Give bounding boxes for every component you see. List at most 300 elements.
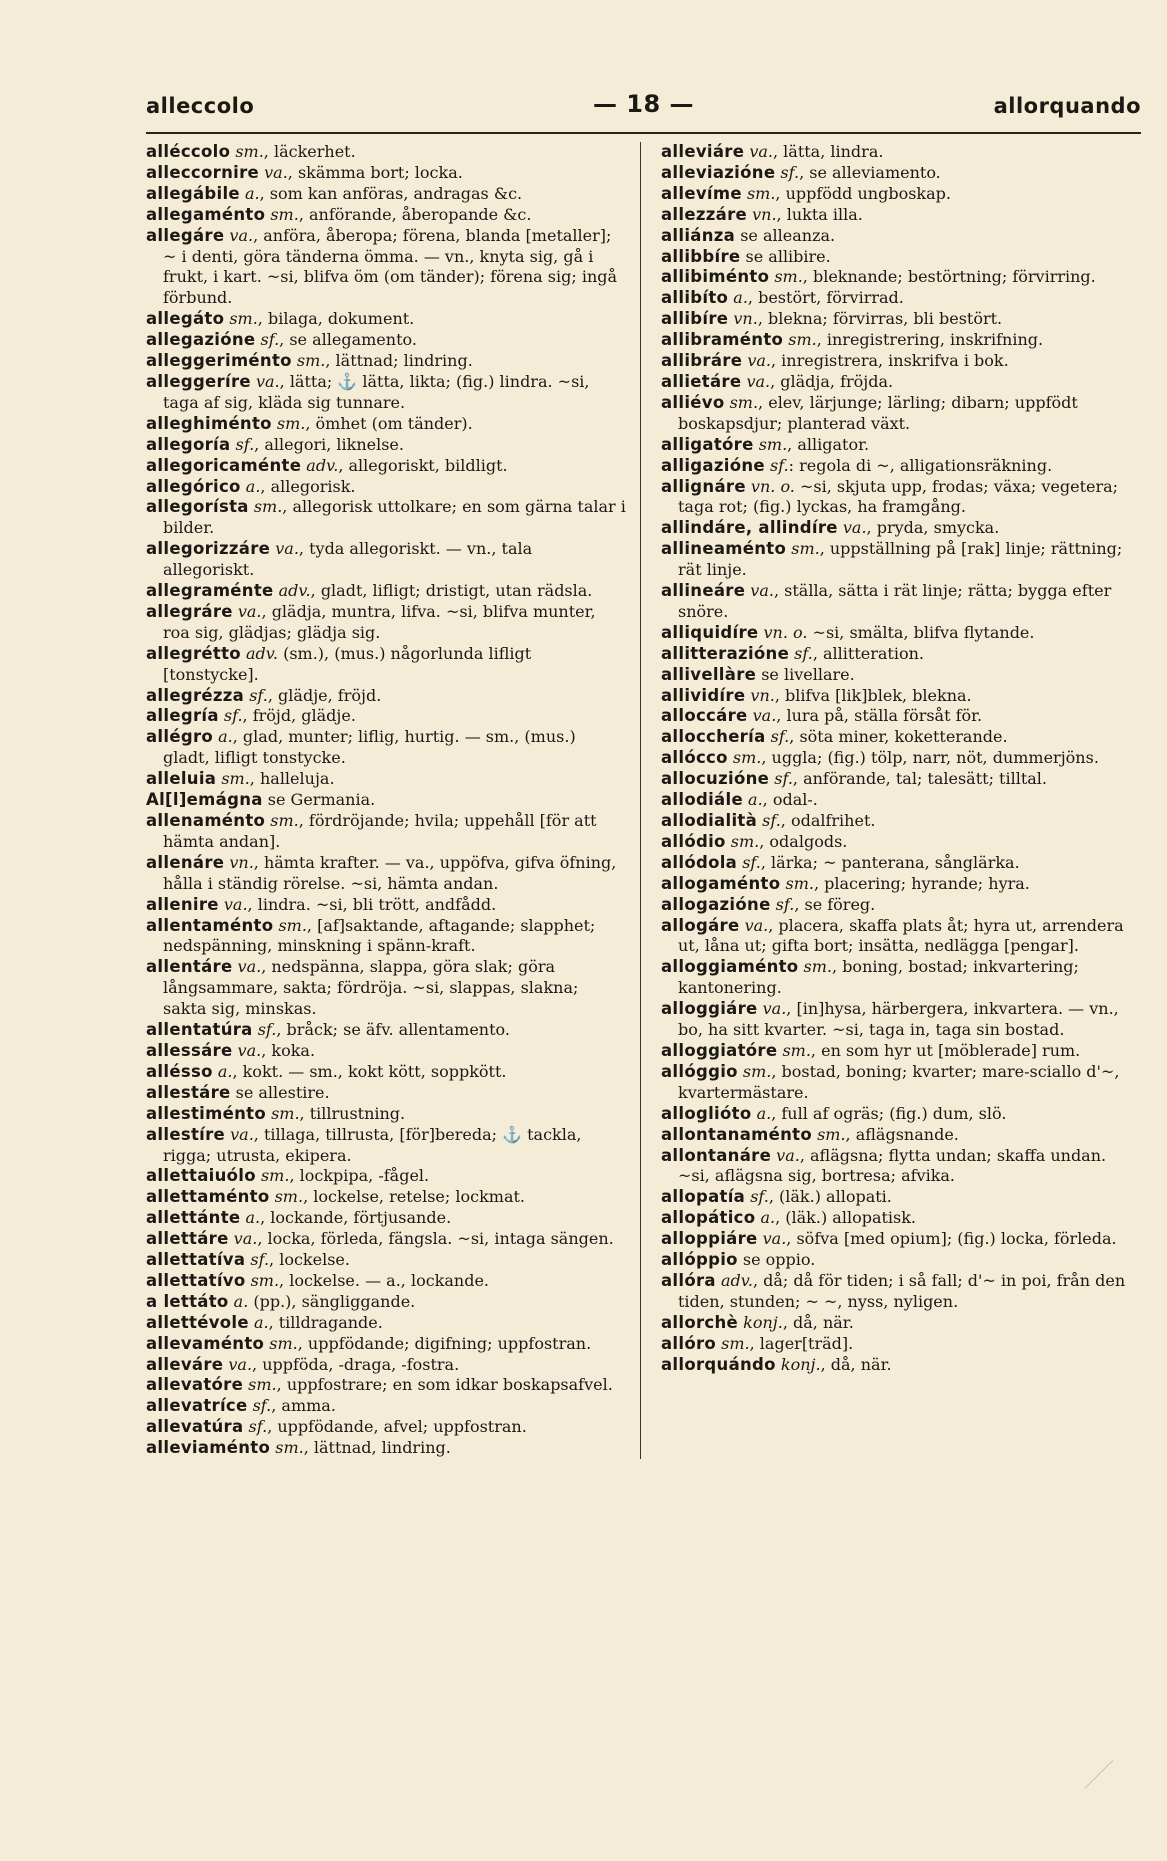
dictionary-entry	[146, 895, 626, 916]
headword: allettaiuólo	[146, 1166, 256, 1186]
dictionary-entry	[146, 1292, 626, 1313]
grammar-label: va.	[237, 957, 262, 977]
grammar-label: a.	[748, 790, 763, 810]
dictionary-entry	[661, 1187, 1141, 1208]
headword: allignáre	[661, 476, 746, 496]
dictionary-entry	[146, 706, 626, 727]
definition: , tilldragande.	[268, 1312, 383, 1332]
grammar-label: sm.	[250, 1270, 280, 1290]
headword: allettaménto	[146, 1187, 270, 1207]
headword: allibráre	[661, 351, 743, 371]
dictionary-entry	[661, 581, 1141, 623]
dictionary-entry	[661, 393, 1141, 435]
dictionary-entry	[661, 665, 1141, 686]
headword: alléccolo	[146, 142, 231, 161]
dictionary-entry	[661, 1229, 1141, 1250]
grammar-label: sm.	[275, 1438, 304, 1458]
headword: allibíto	[661, 288, 729, 308]
headword: allóppio	[661, 1250, 738, 1270]
grammar-label: va.	[237, 601, 262, 621]
grammar-label: va.	[776, 1145, 800, 1165]
definition: , tyda allegoriskt. — vn., tala allegoriskt.	[163, 539, 533, 580]
grammar-label: sm.	[730, 831, 760, 851]
headword: alleghiménto	[146, 413, 272, 433]
grammar-label: sm.	[742, 1061, 772, 1081]
headword: allettatíva	[146, 1250, 246, 1270]
definition: , bostad, boning; kvarter; mare-sciallo d'~, kvartermästare.	[678, 1061, 1120, 1102]
headword: alleggeriménto	[146, 351, 292, 371]
dictionary-entry	[146, 1125, 626, 1167]
grammar-label: va.	[752, 706, 777, 726]
headword: allettánte	[146, 1208, 241, 1228]
definition: , söfva [med opium]; (fig.) locka, förleda.	[786, 1229, 1117, 1249]
headword: allezzáre	[661, 204, 748, 224]
grammar-label: sf.	[252, 1396, 272, 1416]
definition: ~si, skjuta upp, frodas; växa; vegetera; taga rot; (fig.) lyckas, ha framgång.	[678, 476, 1119, 517]
grammar-label: sf.	[260, 330, 280, 350]
dictionary-entry	[661, 1355, 1141, 1376]
dictionary-entry	[146, 790, 626, 811]
dictionary-entry	[146, 372, 626, 414]
headword: allogazióne	[661, 894, 771, 914]
headword: allegraménte	[146, 581, 274, 601]
grammar-label: sf.	[223, 706, 243, 726]
definition: , tillaga, tillrusta, [för]bereda; ⚓ tackla, rigga; utrusta, ekipera.	[163, 1124, 582, 1165]
dictionary-entry	[661, 456, 1141, 477]
dictionary-entry	[661, 1125, 1141, 1146]
definition: , ställa, sätta i rät linje; rätta; bygga efter snöre.	[678, 581, 1112, 621]
grammar-label: vn.	[752, 204, 777, 224]
headword: alligatóre	[661, 434, 754, 454]
definition: , [in]hysa, härbergera, inkvartera. — vn., bo, ha sitt kvarter. ~si, taga in, taga sin bostad.	[678, 999, 1119, 1040]
headword: alloggiaménto	[661, 957, 799, 977]
headword: alloggiáre	[661, 999, 758, 1019]
dictionary-entry	[661, 288, 1141, 309]
grammar-label: sf.	[750, 1187, 769, 1207]
dictionary-entry	[146, 1041, 626, 1062]
definition: (sm.), (mus.) någorlunda lifligt [tonstycke].	[163, 643, 532, 684]
headword: allineáre	[661, 581, 746, 601]
dictionary-entry	[146, 581, 626, 602]
dictionary-entry	[146, 1375, 626, 1396]
definition: , uppfödande; digifning; uppfostran.	[297, 1333, 592, 1353]
grammar-label: sf.	[235, 434, 255, 454]
definition: , anförande, tal; talesätt; tilltal.	[792, 769, 1048, 789]
definition: se Germania.	[267, 790, 376, 810]
definition: , alligator.	[787, 434, 870, 454]
dictionary-entry	[146, 142, 626, 163]
grammar-label: konj.	[780, 1354, 821, 1374]
dictionary-entry	[661, 163, 1141, 184]
grammar-label: sm.	[296, 351, 326, 371]
definition: , då, när.	[782, 1312, 854, 1332]
definition: , uppställning på [rak] linje; rättning; rät linje.	[678, 539, 1123, 580]
headword: allentáre	[146, 957, 233, 977]
dictionary-entry	[146, 1334, 626, 1355]
grammar-label: sm.	[270, 204, 299, 224]
headword: allestíre	[146, 1124, 226, 1144]
dictionary-entry	[146, 769, 626, 790]
headword: allegáto	[146, 309, 225, 329]
grammar-label: sf.	[257, 1020, 277, 1040]
definition: , lindra. ~si, bli trött, andfådd.	[247, 894, 497, 914]
definition: , [af]saktande, aftagande; slapphet; nedspänning, minskning i spänn-kraft.	[163, 915, 596, 956]
definition: , full af ogräs; (fig.) dum, slö.	[771, 1103, 1007, 1123]
dictionary-entry	[661, 895, 1141, 916]
definition: , allitteration.	[812, 643, 924, 663]
definition: , uggla; (fig.) tölp, narr, nöt, dummerjöns.	[761, 748, 1099, 768]
definition: , lättnad; lindring.	[325, 351, 473, 371]
dictionary-entry	[661, 1250, 1141, 1271]
definition: , skämma bort; locka.	[287, 162, 463, 182]
dictionary-entry	[146, 1208, 626, 1229]
grammar-label: sm.	[721, 1333, 750, 1353]
headword: allibbíre	[661, 246, 741, 266]
grammar-label: va.	[228, 1354, 253, 1374]
dictionary-entry	[661, 184, 1141, 205]
headword: allessáre	[146, 1040, 233, 1060]
definition: , lockpipa, -fågel.	[289, 1166, 430, 1186]
dictionary-entry	[661, 1041, 1141, 1062]
dictionary-entry	[661, 727, 1141, 748]
grammar-label: konj.	[743, 1312, 783, 1332]
definition: , uppföda, -draga, -fostra.	[252, 1354, 460, 1374]
headword: allóggio	[661, 1061, 738, 1081]
headword: allentaménto	[146, 915, 274, 935]
grammar-label: adv.	[245, 643, 278, 663]
grammar-label: va.	[747, 351, 771, 371]
definition: , allegorisk.	[260, 476, 356, 496]
grammar-label: va.	[762, 999, 787, 1019]
headword: allibíre	[661, 309, 729, 329]
headword: allitterazióne	[661, 643, 790, 663]
grammar-label: adv.	[278, 581, 311, 601]
header-first-word: alleccolo	[146, 94, 255, 118]
definition: , allegoriskt, bildligt.	[338, 455, 508, 475]
grammar-label: sm.	[817, 1124, 846, 1144]
dictionary-entry	[661, 1271, 1141, 1313]
definition: , som kan anföras, andragas &c.	[259, 183, 523, 203]
grammar-label: va.	[762, 1229, 787, 1249]
definition: , bråck; se äfv. allentamento.	[276, 1020, 510, 1040]
dictionary-entry	[146, 205, 626, 226]
dictionary-entry	[661, 539, 1141, 581]
headword: alleccornire	[146, 162, 260, 182]
dictionary-entry	[661, 1334, 1141, 1355]
headword: alleváre	[146, 1354, 224, 1374]
headword: allorchè	[661, 1312, 739, 1332]
headword: alloccáre	[661, 706, 748, 726]
definition: , fördröjande; hvila; uppehåll [för att hämta andan].	[163, 811, 597, 851]
definition: , uppfödande, afvel; uppfostran.	[267, 1417, 527, 1437]
headword: allestáre	[146, 1082, 231, 1102]
definition: , lockelse, retelse; lockmat.	[303, 1187, 525, 1207]
headword: allogáre	[661, 915, 740, 935]
grammar-label: sf.	[774, 769, 793, 789]
definition: , (läk.) allopatisk.	[775, 1208, 917, 1228]
headword: allegoría	[146, 434, 231, 454]
dictionary-entry	[146, 435, 626, 456]
headword: allegazióne	[146, 330, 256, 350]
paper-crease	[1084, 1760, 1141, 1817]
definition: , gladt, lifligt; dristigt, utan rädsla.	[310, 581, 593, 601]
definition: , aflägsna; flytta undan; skaffa undan. ~si, aflägsna sig, bortresa; afvika.	[678, 1145, 1107, 1186]
definition: : regola di ~, alligationsräkning.	[788, 455, 1053, 475]
grammar-label: sm.	[229, 309, 258, 329]
headword: allevatríce	[146, 1396, 248, 1416]
grammar-label: vn.	[229, 852, 254, 872]
headword: allóro	[661, 1333, 717, 1353]
grammar-label: vn.	[750, 685, 775, 705]
dictionary-entry	[146, 414, 626, 435]
grammar-label: vn. o.	[750, 476, 795, 496]
grammar-label: va.	[237, 1040, 262, 1060]
definition: , lätta, lindra.	[772, 142, 884, 161]
grammar-label: va.	[233, 1229, 258, 1249]
dictionary-entry	[661, 790, 1141, 811]
dictionary-entry	[661, 1104, 1141, 1125]
grammar-label: va.	[230, 1124, 254, 1144]
headword: allenaménto	[146, 811, 266, 830]
definition: , fröjd, glädje.	[242, 706, 356, 726]
headword: allevatóre	[146, 1375, 244, 1395]
headword: alliquidíre	[661, 622, 759, 642]
grammar-label: a.	[245, 1208, 261, 1228]
dictionary-entry	[146, 1250, 626, 1271]
headword: allettatívo	[146, 1270, 246, 1290]
definition: , ömhet (om tänder).	[305, 413, 473, 433]
definition: , se föreg.	[794, 894, 876, 914]
grammar-label: va.	[229, 225, 254, 245]
definition: , lager[träd].	[749, 1333, 854, 1353]
headword: allividíre	[661, 685, 746, 705]
page-header	[146, 88, 1141, 124]
dictionary-entry	[146, 163, 626, 184]
definition: , lärka; ~ panterana, sånglärka.	[760, 852, 1020, 872]
headword: alligazióne	[661, 455, 765, 475]
headword: Al[l]emágna	[146, 790, 263, 810]
definition: , allegori, liknelse.	[254, 434, 404, 454]
definition: , anföra, åberopa; förena, blanda [metaller]; ~ i denti, göra tänderna ömma. — vn., knyta sig, gå i frukt, i kart. ~si, blifva öm (om tänder); förena sig; ingå förbund.	[163, 225, 618, 308]
definition: ~si, smälta, blifva flytande.	[807, 622, 1035, 642]
definition: , glädja, fröjda.	[770, 371, 894, 391]
definition: , inregistrering, inskrifning.	[816, 330, 1044, 350]
definition: , lura på, ställa försåt för.	[776, 706, 983, 726]
dictionary-entry	[146, 456, 626, 477]
definition: , då; då för tiden; i så fall; d'~ in poi, från den tiden, stunden; ~ ~, nyss, nyligen.	[678, 1270, 1126, 1311]
grammar-label: sf.	[769, 455, 789, 475]
dictionary-entry	[146, 1438, 626, 1459]
grammar-label: va.	[746, 371, 771, 391]
grammar-label: a.	[733, 288, 748, 308]
dictionary-entry	[146, 727, 626, 769]
definition: , söta miner, koketterande.	[789, 727, 1008, 747]
headword: alloppiáre	[661, 1229, 758, 1249]
headword: allésso	[146, 1061, 213, 1081]
grammar-label: sm.	[746, 183, 776, 203]
definition: , glädja, muntra, lifva. ~si, blifva munter, roa sig, glädjas; glädja sig.	[163, 601, 596, 642]
grammar-label: sm.	[253, 497, 283, 517]
grammar-label: sm.	[278, 915, 307, 935]
definition: se alleanza.	[740, 225, 836, 245]
definition: se allestire.	[235, 1082, 330, 1102]
grammar-label: sf.	[250, 1250, 270, 1270]
definition: , inregistrera, inskrifva i bok.	[770, 351, 1009, 371]
grammar-label: va.	[255, 371, 280, 391]
headword: allontanáre	[661, 1145, 772, 1165]
definition: , lättnad, lindring.	[303, 1438, 451, 1458]
dictionary-entry	[661, 916, 1141, 958]
definition: , då, när.	[820, 1354, 892, 1374]
grammar-label: va.	[264, 162, 288, 182]
dictionary-entry	[661, 226, 1141, 247]
definition: , se allegamento.	[279, 330, 417, 350]
definition: se allibire.	[745, 246, 831, 266]
dictionary-entry	[661, 957, 1141, 999]
headword: allindáre, allindíre	[661, 518, 838, 538]
headword: a lettáto	[146, 1291, 229, 1311]
headword: allopatía	[661, 1187, 746, 1207]
headword: alliánza	[661, 225, 736, 245]
headword: allócco	[661, 748, 728, 768]
dictionary-entry	[146, 1187, 626, 1208]
columns	[146, 142, 1141, 1459]
dictionary-entry	[661, 623, 1141, 644]
dictionary-entry	[661, 644, 1141, 665]
dictionary-entry	[661, 1062, 1141, 1104]
headword: alloggiatóre	[661, 1040, 778, 1060]
definition: se livellare.	[761, 664, 855, 684]
headword: allegrézza	[146, 685, 245, 705]
dictionary-entry	[146, 1271, 626, 1292]
grammar-label: sm.	[248, 1375, 277, 1395]
headword: allegórico	[146, 476, 241, 496]
dictionary-entry	[661, 477, 1141, 519]
definition: , lätta; ⚓ lätta, likta; (fig.) lindra. ~si, taga af sig, kläda sig tunnare.	[163, 371, 590, 412]
grammar-label: sm.	[271, 1103, 300, 1123]
definition: , blifva [lik]blek, blekna.	[774, 685, 972, 705]
headword: allogaménto	[661, 873, 781, 893]
grammar-label: sm.	[791, 539, 820, 559]
headword: allegorísta	[146, 497, 249, 517]
grammar-label: sm.	[758, 434, 788, 454]
dictionary-entry	[661, 686, 1141, 707]
definition: , uppfostrare; en som idkar boskapsafvel.	[276, 1375, 613, 1395]
headword: allettáre	[146, 1229, 229, 1249]
definition: , pryda, smycka.	[866, 518, 1000, 538]
definition: , anförande, åberopande &c.	[298, 204, 532, 224]
headword: allegría	[146, 706, 219, 726]
definition: , aflägsnande.	[845, 1124, 959, 1144]
dictionary-entry	[146, 226, 626, 310]
dictionary-entry	[146, 351, 626, 372]
definition: se oppio.	[742, 1250, 816, 1270]
headword: alliévo	[661, 392, 725, 412]
dictionary-entry	[146, 644, 626, 686]
dictionary-entry	[661, 205, 1141, 226]
grammar-label: adv.	[306, 455, 339, 475]
grammar-label: sm.	[274, 1187, 304, 1207]
dictionary-entry	[661, 1146, 1141, 1188]
dictionary-entry	[146, 686, 626, 707]
grammar-label: sm.	[270, 811, 299, 830]
headword: allegáre	[146, 225, 225, 245]
dictionary-entry	[661, 309, 1141, 330]
headword: allenáre	[146, 852, 225, 872]
left-column	[146, 142, 641, 1459]
grammar-label: sf.	[249, 685, 268, 705]
grammar-label: va.	[275, 539, 299, 559]
dictionary-entry	[661, 351, 1141, 372]
grammar-label: a.	[756, 1103, 772, 1123]
headword: allódio	[661, 831, 726, 851]
grammar-label: sf.	[742, 852, 761, 872]
dictionary-entry	[146, 1355, 626, 1376]
grammar-label: sm.	[782, 1040, 811, 1060]
dictionary-entry	[661, 1208, 1141, 1229]
grammar-label: sf.	[762, 811, 781, 830]
headword: allevíme	[661, 183, 742, 203]
grammar-label: vn.	[733, 309, 758, 329]
dictionary-entry	[146, 602, 626, 644]
definition: , placera, skaffa plats åt; hyra ut, arrendera ut, låna ut; gifta bort; insätta, nedlägga [pengar].	[678, 915, 1124, 956]
dictionary-entry	[146, 309, 626, 330]
headword: allegorizzáre	[146, 539, 271, 559]
headword: allineaménto	[661, 539, 787, 559]
definition: , nedspänna, slappa, göra slak; göra långsammare, sakta; fördröja. ~si, slappas, slakna; sakta sig, minskas.	[163, 957, 579, 1019]
grammar-label: sf.	[248, 1417, 268, 1437]
dictionary-entry	[661, 1313, 1141, 1334]
grammar-label: a.	[253, 1312, 269, 1332]
header-rule	[146, 132, 1141, 134]
headword: allegrétto	[146, 643, 241, 663]
headword: allegábile	[146, 183, 240, 203]
dictionary-entry	[661, 330, 1141, 351]
headword: allóra	[661, 1270, 716, 1290]
dictionary-entry	[146, 1417, 626, 1438]
headword: allevatúra	[146, 1417, 244, 1437]
definition: , locka, förleda, fängsla. ~si, intaga sängen.	[257, 1229, 614, 1249]
definition: , elev, lärjunge; lärling; dibarn; uppfödt boskapsdjur; planterad växt.	[678, 392, 1078, 433]
headword: allietáre	[661, 371, 742, 391]
right-column	[661, 142, 1141, 1459]
definition: , hämta krafter. — va., uppöfva, gifva öfning, hålla i ständig rörelse. ~si, hämta andan.	[163, 852, 617, 893]
headword: allodiále	[661, 790, 743, 810]
headword: allettévole	[146, 1312, 249, 1332]
dictionary-entry	[146, 184, 626, 205]
definition: , glädje, fröjd.	[267, 685, 382, 705]
dictionary-entry	[146, 330, 626, 351]
grammar-label: a.	[217, 1061, 233, 1081]
grammar-label: a.	[245, 183, 260, 203]
definition: , lukta illa.	[776, 204, 863, 224]
grammar-label: sf.	[794, 643, 813, 663]
grammar-label: adv.	[720, 1270, 753, 1290]
dictionary-entry	[146, 1062, 626, 1083]
headword: alleggeríre	[146, 371, 251, 391]
definition: , halleluja.	[249, 769, 335, 789]
definition: , allegorisk uttolkare; en som gärna talar i bilder.	[163, 497, 626, 538]
headword: allodialità	[661, 811, 758, 830]
definition: , placering; hyrande; hyra.	[813, 873, 1030, 893]
headword: allestiménto	[146, 1103, 266, 1123]
grammar-label: sm.	[235, 142, 264, 161]
dictionary-entry	[146, 916, 626, 958]
headword: allivellàre	[661, 664, 757, 684]
dictionary-entry	[146, 1083, 626, 1104]
grammar-label: a.	[218, 727, 233, 747]
grammar-label: a.	[233, 1291, 249, 1311]
